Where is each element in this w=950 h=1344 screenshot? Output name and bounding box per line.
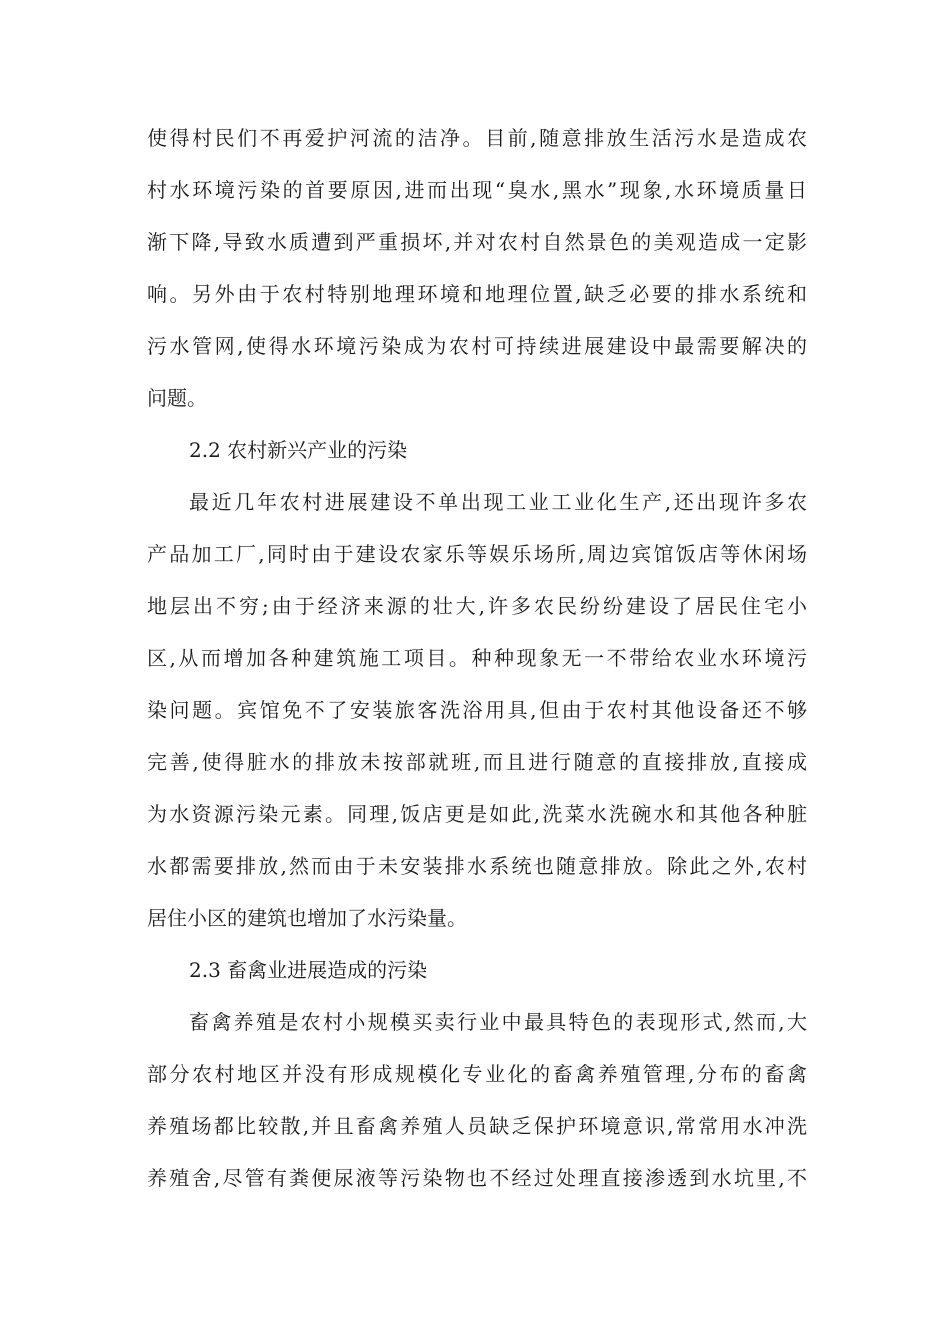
section-heading: 2.2 农村新兴产业的污染 bbox=[189, 438, 408, 462]
paragraph-line: 问题。 bbox=[147, 386, 207, 410]
paragraph-line: 村水环境污染的首要原因,进而出现“臭水,黑水”现象,水环境质量日 bbox=[147, 178, 807, 202]
paragraph-line: 区,从而增加各种建筑施工项目。种种现象无一不带给农业水环境污 bbox=[147, 646, 807, 670]
document-body bbox=[147, 112, 807, 1204]
paragraph-line: 最近几年农村进展建设不单出现工业工业化生产,还出现许多农 bbox=[189, 490, 807, 514]
paragraph-line: 部分农村地区并没有形成规模化专业化的畜禽养殖管理,分布的畜禽 bbox=[147, 1062, 807, 1086]
paragraph-line: 渐下降,导致水质遭到严重损坏,并对农村自然景色的美观造成一定影 bbox=[147, 230, 807, 254]
paragraph-line: 使得村民们不再爱护河流的洁净。目前,随意排放生活污水是造成农 bbox=[147, 126, 807, 150]
section-heading: 2.3 畜禽业进展造成的污染 bbox=[189, 958, 428, 982]
paragraph-line: 为水资源污染元素。同理,饭店更是如此,洗菜水洗碗水和其他各种脏 bbox=[147, 802, 807, 826]
paragraph-line: 水都需要排放,然而由于未安装排水系统也随意排放。除此之外,农村 bbox=[147, 854, 807, 878]
paragraph-line: 染问题。宾馆免不了安装旅客洗浴用具,但由于农村其他设备还不够 bbox=[147, 698, 807, 722]
paragraph-line: 畜禽养殖是农村小规模买卖行业中最具特色的表现形式,然而,大 bbox=[189, 1010, 807, 1034]
paragraph-line: 产品加工厂,同时由于建设农家乐等娱乐场所,周边宾馆饭店等休闲场 bbox=[147, 542, 807, 566]
paragraph-line: 地层出不穷;由于经济来源的壮大,许多农民纷纷建设了居民住宅小 bbox=[147, 594, 807, 618]
paragraph-line: 响。另外由于农村特别地理环境和地理位置,缺乏必要的排水系统和 bbox=[147, 282, 807, 306]
paragraph-line: 完善,使得脏水的排放未按部就班,而且进行随意的直接排放,直接成 bbox=[147, 750, 807, 774]
paragraph-line: 养殖场都比较散,并且畜禽养殖人员缺乏保护环境意识,常常用水冲洗 bbox=[147, 1114, 807, 1138]
paragraph-line: 污水管网,使得水环境污染成为农村可持续进展建设中最需要解决的 bbox=[147, 334, 807, 358]
paragraph-line: 居住小区的建筑也增加了水污染量。 bbox=[147, 906, 467, 930]
paragraph-line: 养殖舍,尽管有粪便尿液等污染物也不经过处理直接渗透到水坑里,不 bbox=[147, 1166, 807, 1190]
